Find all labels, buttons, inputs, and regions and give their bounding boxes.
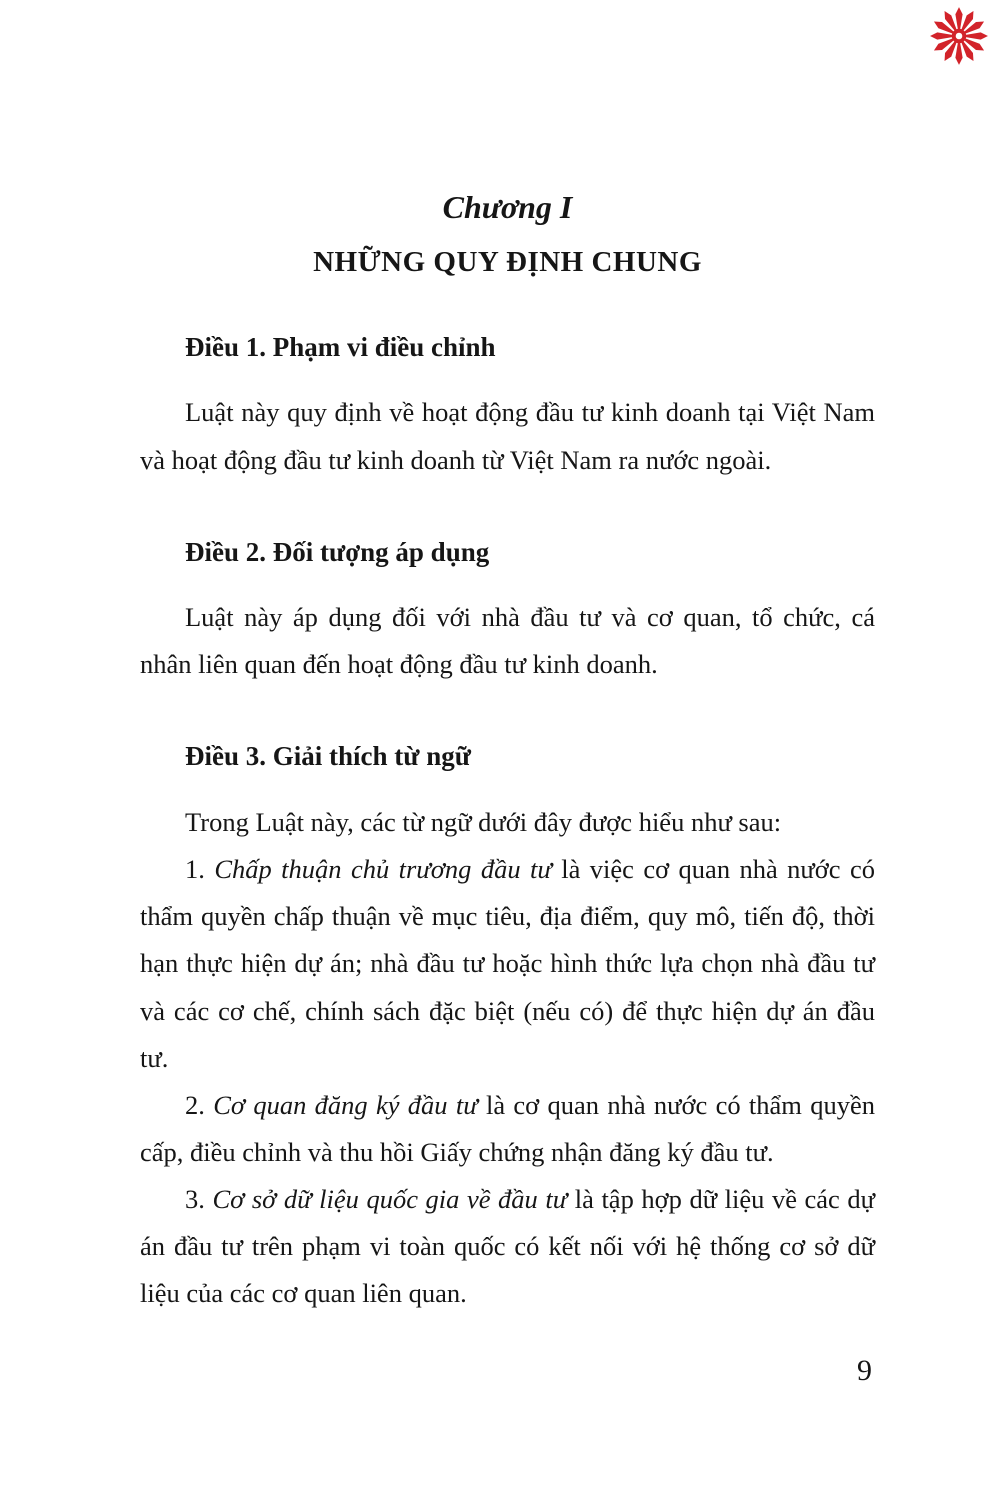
section-article-2 bbox=[140, 536, 875, 689]
chapter-label: Chương I bbox=[442, 189, 573, 225]
text-segment: Luật này quy định về hoạt động đầu tư kinh doanh tại Việt Nam và hoạt động đầu tư kinh doanh từ Việt Nam ra nước ngoài. bbox=[140, 397, 875, 475]
section-article-1 bbox=[140, 331, 875, 484]
chapter-title: NHỮNG QUY ĐỊNH CHUNG bbox=[313, 246, 702, 279]
text-segment: là việc cơ quan nhà nước có thẩm quyền chấp thuận về mục tiêu, địa điểm, quy mô, tiến độ, thời hạn thực hiện dự án; nhà đầu tư hoặc hình thức lựa chọn nhà đầu tư và các cơ chế, chính sách đặc biệt (nếu có) để thực hiện dự án đầu tư. bbox=[140, 854, 876, 1073]
article-3-clause-3 bbox=[140, 1176, 875, 1317]
section-article-3 bbox=[140, 740, 875, 1317]
page-number: 9 bbox=[857, 1354, 872, 1387]
article-1-paragraph bbox=[140, 389, 875, 483]
text-segment: Luật này áp dụng đối với nhà đầu tư và cơ quan, tổ chức, cá nhân liên quan đến hoạt động đầu tư kinh doanh. bbox=[140, 602, 875, 680]
text-segment: 1. bbox=[185, 854, 215, 885]
defined-term: Chấp thuận chủ trương đầu tư bbox=[214, 854, 552, 885]
article-3-heading: Điều 3. Giải thích từ ngữ bbox=[185, 741, 471, 772]
article-2-heading: Điều 2. Đối tượng áp dụng bbox=[185, 536, 490, 567]
text-segment: Trong Luật này, các từ ngữ dưới đây được hiểu như sau: bbox=[185, 806, 782, 837]
text-segment: 2. bbox=[185, 1089, 214, 1120]
text-segment: là tập hợp dữ liệu về các dự án đầu tư trên phạm vi toàn quốc có kết nối với hệ thống cơ sở dữ liệu của các cơ quan liên quan. bbox=[140, 1184, 876, 1309]
article-3-clause-1 bbox=[140, 846, 875, 1082]
text-segment: 3. bbox=[185, 1184, 213, 1215]
defined-term: Cơ quan đăng ký đầu tư bbox=[213, 1089, 478, 1120]
article-1-heading: Điều 1. Phạm vi điều chỉnh bbox=[185, 332, 496, 363]
article-3-clause-2 bbox=[140, 1082, 875, 1176]
text-segment: là cơ quan nhà nước có thẩm quyền cấp, điều chỉnh và thu hồi Giấy chứng nhận đăng ký đầu tư. bbox=[140, 1089, 875, 1167]
article-2-paragraph bbox=[140, 594, 875, 688]
defined-term: Cơ sở dữ liệu quốc gia về đầu tư bbox=[212, 1184, 568, 1215]
publisher-logo-icon bbox=[928, 4, 990, 68]
article-3-intro-paragraph bbox=[140, 799, 875, 846]
